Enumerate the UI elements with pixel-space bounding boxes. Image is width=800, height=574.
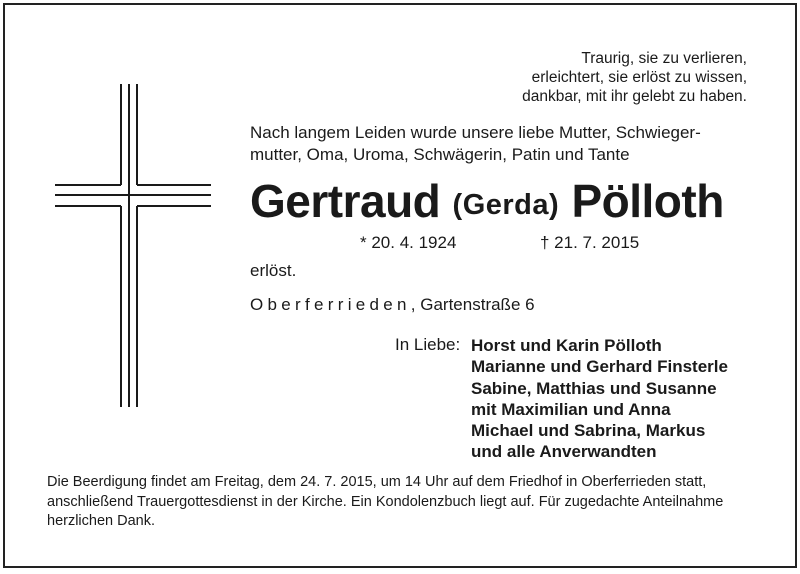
mourners-label: In Liebe: <box>395 335 461 354</box>
cross-icon <box>5 5 245 445</box>
poem-line: dankbar, mit ihr gelebt zu haben. <box>522 88 747 105</box>
funeral-info: Die Beerdigung findet am Freitag, dem 24. 7. 2015, um 14 Uhr auf dem Friedhof in Oberferrieden statt, anschließend Trauergottesdienst in der Kirche. Ein Kondolenzbuch liegt auf. Für zugedachte Anteilnahme herzlichen Dank. <box>47 474 724 529</box>
first-name: Gertraud <box>250 175 441 227</box>
mourner-line: Horst und Karin Pölloth <box>471 336 662 355</box>
intro-line: Nach langem Leiden wurde unsere liebe Mutter, Schwieger- <box>250 123 701 142</box>
intro-line: mutter, Oma, Uroma, Schwägerin, Patin und Tante <box>250 145 630 164</box>
mourner-line: und alle Anverwandten <box>471 442 657 462</box>
nickname: (Gerda) <box>452 189 560 221</box>
poem <box>522 49 747 106</box>
death-date: † 21. 7. 2015 <box>540 233 640 252</box>
last-name: Pölloth <box>571 175 724 227</box>
mourner-line: Sabine, Matthias und Susanne <box>471 378 717 398</box>
poem-line: Traurig, sie zu verlieren, <box>581 50 747 67</box>
birth-date: * 20. 4. 1924 <box>360 233 457 252</box>
deceased-name <box>250 173 724 233</box>
mourner-line: Marianne und Gerhard Finsterle <box>471 357 728 377</box>
street: , Gartenstraße 6 <box>410 295 535 314</box>
mourner-line: Michael und Sabrina, Markus <box>471 421 706 441</box>
poem-line: erleichtert, sie erlöst zu wissen, <box>531 69 747 86</box>
intro-text <box>250 122 701 166</box>
released-text: erlöst. <box>250 261 297 280</box>
mourners-list <box>471 335 728 463</box>
mourner-line: mit Maximilian und Anna <box>471 399 671 419</box>
address <box>250 295 535 315</box>
town: Oberferrieden <box>250 295 411 314</box>
obituary-notice <box>3 3 797 568</box>
